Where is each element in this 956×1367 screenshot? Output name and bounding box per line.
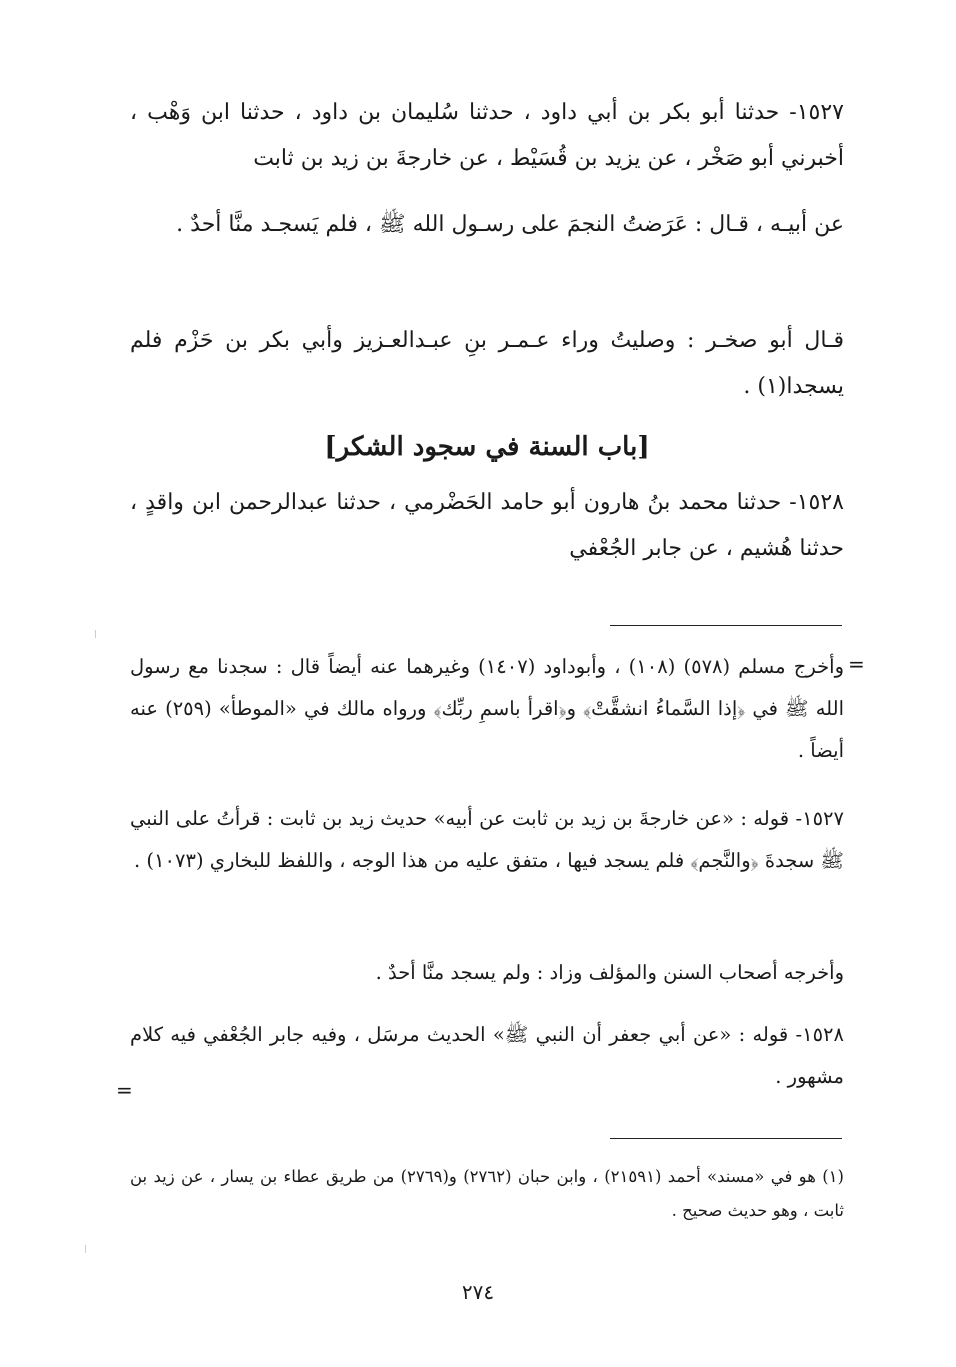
hadith-1527-chain: ١٥٢٧- حدثنا أبو بكر بن أبي داود ، حدثنا سُليمان بن داود ، حدثنا ابن وَهْب ، أخبرني أبو صَخْر ، عن يزيد بن قُسَيْط ، عن خارجةَ بن زيد بن ثابت xyxy=(130,100,844,171)
hadith-1527-comment: قـال أبو صخـر : وصليتُ وراء عـمـر بنِ عبـدالعـزيز وأبي بكر بن حَزْم فلم يسجدا(١) . xyxy=(130,328,844,399)
commentary-note-1: وأخرج مسلم (٥٧٨) (١٠٨) ، وأبوداود (١٤٠٧) وغيرهما عنه أيضاً قال : سجدنا مع رسول الله ﷺ في ﴿إذا السَّماءُ انشقَّتْ﴾ و﴿اقرأ باسمِ ربِّك﴾ ورواه مالك في «الموطأ» (٢٥٩) عنه أيضاً . xyxy=(130,655,844,762)
page-number: ٢٧٤ xyxy=(461,1280,495,1304)
scan-mark xyxy=(85,1245,86,1253)
footnote-rule xyxy=(610,1138,842,1139)
hadith-1528-chain: ١٥٢٨- حدثنا محمد بنُ هارون أبو حامد الحَضْرمي ، حدثنا عبدالرحمن ابن واقدٍ ، حدثنا هُشيم ، عن جابر الجُعْفي xyxy=(130,490,844,561)
continuation-mark-top: = xyxy=(848,652,865,676)
continuation-mark-bottom: = xyxy=(116,1078,133,1102)
commentary-note-takhrij: وأخرجه أصحاب السنن والمؤلف وزاد : ولم يسجد منَّا أحدٌ . xyxy=(375,961,844,984)
footnote-1: (١) هو في «مسند» أحمد (٢١٥٩١) ، وابن حبان (٢٧٦٢) و(٢٧٦٩) من طريق عطاء بن يسار ، عن زيد بن ثابت ، وهو حديث صحيح . xyxy=(130,1167,844,1220)
hadith-1527-text: عن أبيـه ، قـال : عَرَضتُ النجمَ على رسـول الله ﷺ ، فلم يَسجـد منَّا أحدٌ . xyxy=(176,212,844,237)
chapter-heading: [باب السنة في سجود الشكر] xyxy=(324,432,650,462)
footnote-separator xyxy=(610,625,842,626)
scan-mark xyxy=(95,630,96,638)
commentary-note-1528: ١٥٢٨- قوله : «عن أبي جعفر أن النبي ﷺ» الحديث مرسَل ، وفيه جابر الجُعْفي فيه كلام مشهور . xyxy=(130,1023,844,1088)
commentary-note-1527: ١٥٢٧- قوله : «عن خارجةَ بن زيد بن ثابت عن أبيه» حديث زيد بن ثابت : قرأتُ على النبي ﷺ سجدةَ ﴿والنَّجم﴾ فلم يسجد فيها ، متفق عليه من هذا الوجه ، واللفظ للبخاري (١٠٧٣) . xyxy=(130,807,844,872)
